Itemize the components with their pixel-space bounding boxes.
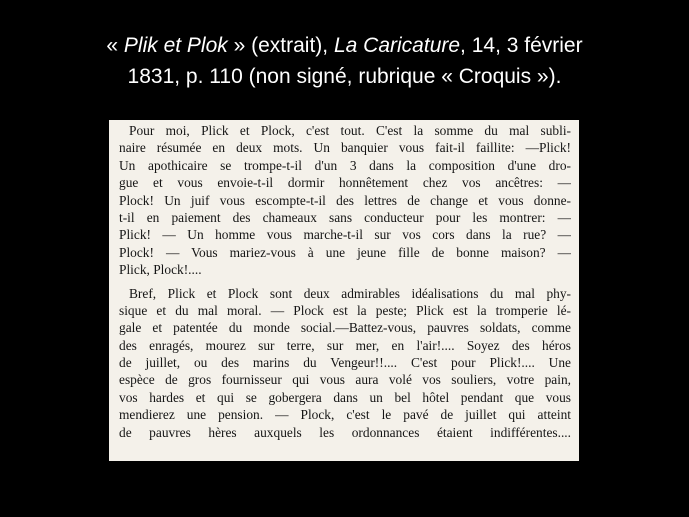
scan-line: gue et vous envoie-t-il dormir honnêtement chez vos ancêtres: — (119, 175, 571, 191)
scan-line: t-il en paiement des chameaux sans conducteur pour les montrer: — (119, 209, 571, 225)
scan-line: Pour moi, Plick et Plock, c'est tout. C'est la somme du mal subli- (129, 123, 571, 138)
scan-line: de pauvres hères auxquels les ordonnances étaient indifférentes.... (119, 424, 571, 440)
scan-line: Plick! — Un homme vous marche-t-il sur vos cors dans la rue? — (119, 227, 571, 243)
caption-line-2: 1831, p. 110 (non signé, rubrique « Croquis »). (127, 65, 562, 88)
scan-line: naire résumée en deux mots. Un banquier vous fait-il faillite: —Plick! (119, 140, 571, 156)
caption-title-plik-et-plok: Plik et Plok (123, 34, 228, 57)
scan-line: Bref, Plick et Plock sont deux admirables idéalisations du mal phy- (129, 285, 571, 301)
scan-line: gale et patentée du monde social.—Battez-vous, pauvres soldats, comme (119, 320, 571, 336)
scan-line: sique et du mal moral. — Plock est la peste; Plick est la tromperie lé- (119, 302, 571, 318)
scan-line: espèce de gros fournisseur qui vous aura volé vos souliers, votre pain, (119, 372, 571, 388)
caption-issue-date: , 14, 3 février (460, 34, 583, 57)
scan-line: Un apothicaire se trompe-t-il d'un 3 dans la composition d'une dro- (119, 157, 571, 173)
caption-quote-open: « (106, 34, 124, 57)
scan-line: des enragés, mourez sur terre, sur mer, en l'air!.... Soyez des héros (119, 337, 571, 353)
scan-line: vos hardes et qui se gobergera dans un bel hôtel pendant que vous (119, 389, 571, 405)
newspaper-scan-excerpt (109, 120, 579, 461)
scan-line: de juillet, ou des marins du Vengeur!!.... C'est pour Plick!.... Une (119, 355, 571, 371)
scan-line: Plick, Plock!.... (119, 262, 202, 278)
scan-line: mendierez une pension. — Plock, c'est le pavé de juillet qui atteint (119, 407, 571, 423)
scan-line: Plock! — Vous mariez-vous à une jeune fille de bonne maison? — (119, 244, 571, 260)
caption-extrait: » (extrait), (227, 34, 334, 57)
scan-line: Plock! Un juif vous escompte-t-il des lettres de change et vous donne- (119, 192, 571, 208)
slide-caption (20, 30, 669, 92)
caption-line-1 (20, 30, 669, 61)
caption-title-la-caricature: La Caricature (333, 34, 461, 57)
